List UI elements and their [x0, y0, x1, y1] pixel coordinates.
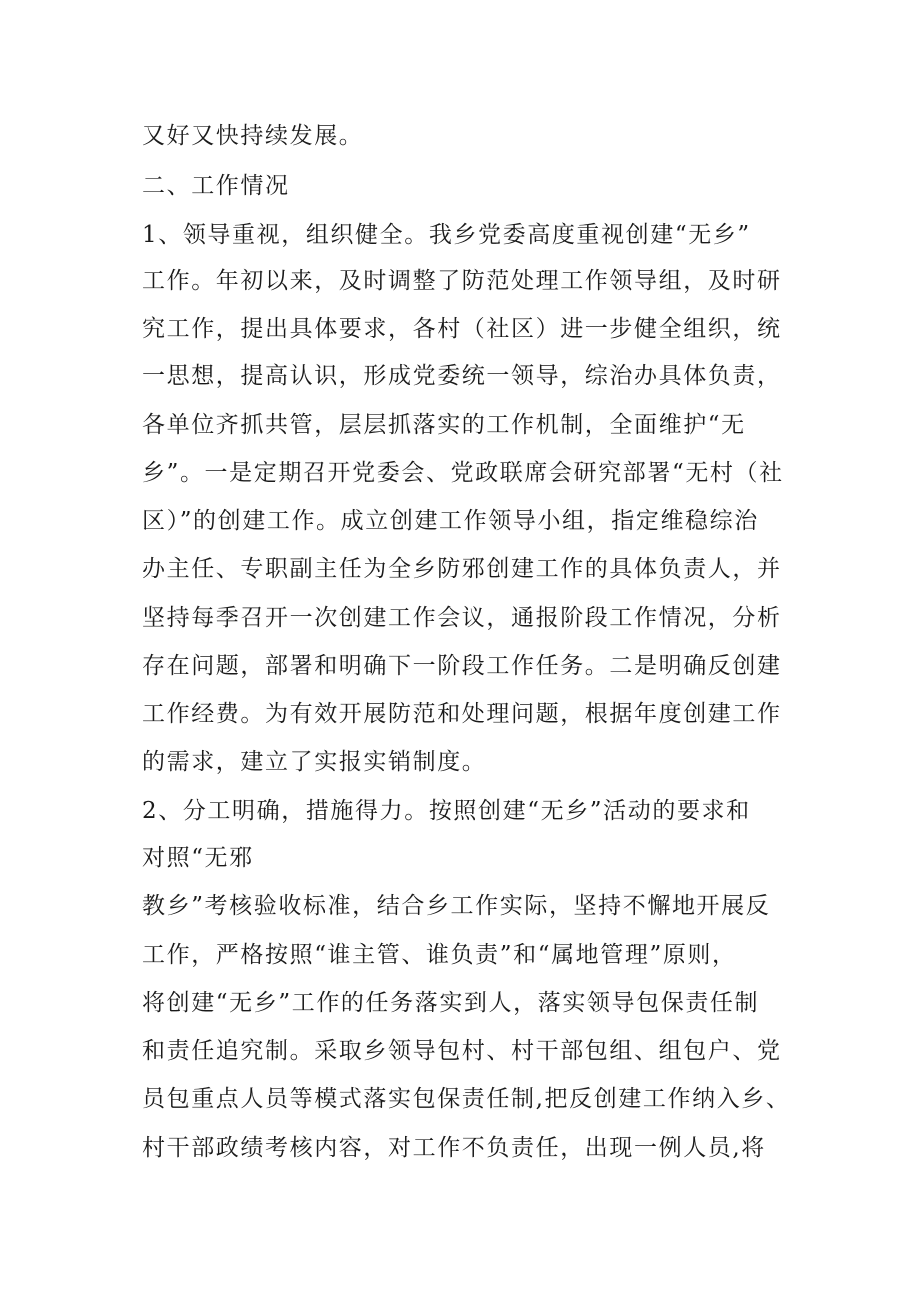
text-line: 工作。年初以来，及时调整了防范处理工作领导组，及时研 [142, 268, 782, 294]
text-line: 和责任追究制。采取乡领导包村、村干部包组、组包户、党 [142, 1038, 782, 1064]
text-line: 区）”的创建工作。成立创建工作领导小组，指定维稳综治 [142, 508, 759, 534]
paragraph-heading-line: 1、领导重视，组织健全。我乡党委高度重视创建“无乡” [142, 222, 751, 248]
text-line: 教乡”考核验收标准，结合乡工作实际，坚持不懈地开展反 [142, 893, 771, 919]
text-line: 员包重点人员等模式落实包保责任制,把反创建工作纳入乡、 [142, 1086, 791, 1112]
text-line: 对照“无邪 [142, 845, 254, 871]
text-line: 究工作，提出具体要求，各村（社区）进一步健全组织，统 [142, 316, 782, 342]
text-line: 办主任、专职副主任为全乡防邪创建工作的具体负责人，并 [142, 556, 782, 582]
text-line: 村干部政绩考核内容，对工作不负责任，出现一例人员,将 [142, 1135, 766, 1161]
text-line: 又好又快持续发展。 [142, 123, 364, 149]
text-line: 将创建“无乡”工作的任务落实到人，落实领导包保责任制 [142, 990, 760, 1016]
text-line: 乡”。一是定期召开党委会、党政联席会研究部署“无村（社 [142, 460, 784, 486]
text-line: 坚持每季召开一次创建工作会议，通报阶段工作情况，分析 [142, 605, 782, 631]
text-line: 工作，严格按照“谁主管、谁负责”和“属地管理”原则， [142, 942, 737, 968]
text-line: 存在问题，部署和明确下一阶段工作任务。二是明确反创建 [142, 653, 782, 679]
text-line: 一思想，提高认识，形成党委统一领导，综治办具体负责， [142, 363, 782, 389]
paragraph-heading-line: 2、分工明确，措施得力。按照创建“无乡”活动的要求和 [142, 798, 751, 824]
section-heading: 二、工作情况 [142, 173, 290, 199]
text-line: 各单位齐抓共管，层层抓落实的工作机制，全面维护“无 [142, 412, 746, 438]
text-line: 工作经费。为有效开展防范和处理问题，根据年度创建工作 [142, 701, 782, 727]
text-line: 的需求，建立了实报实销制度。 [142, 749, 487, 775]
